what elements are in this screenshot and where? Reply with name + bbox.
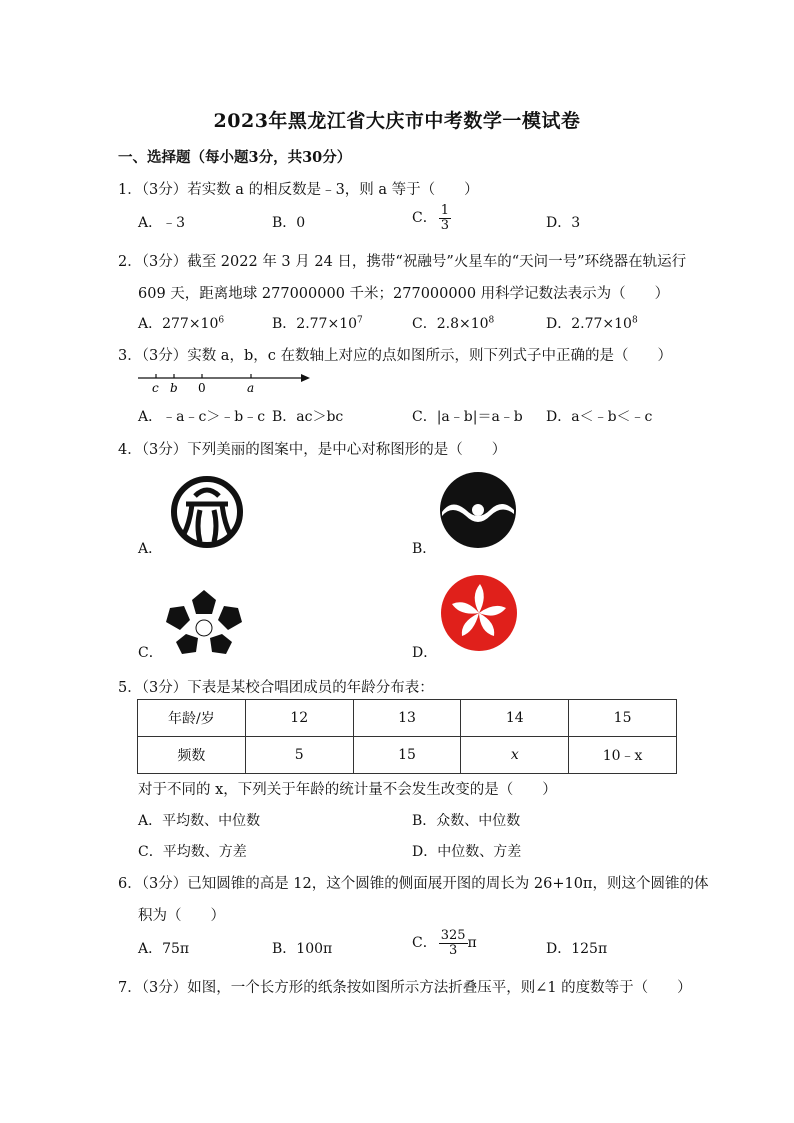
q3-option-c[interactable]: C．|a﹣b|＝a﹣b [412,409,523,425]
table-cell: 13 [353,700,461,737]
q2-option-b-text: B．2.77×10 [272,316,358,332]
q3-stem: 3．（3分）实数 a，b，c 在数轴上对应的点如图所示，则下列式子中正确的是（ ） [118,348,672,364]
q4-option-c-label[interactable]: C． [138,645,163,661]
label-b: b [170,381,178,395]
figure-b-yinyang-icon [436,470,520,550]
fraction-denominator: 3 [440,217,449,233]
figure-d-bauhinia-icon [440,574,518,652]
q1-option-c-label: C． [412,210,437,227]
q2-option-a-text: A．277×10 [138,316,219,332]
figure-a-emblem-icon [162,474,252,554]
q3-option-b[interactable]: B．ac＞bc [272,409,344,425]
number-line-arrow [301,374,310,382]
q2-option-c-text: C．2.8×10 [412,316,489,332]
q5-option-a[interactable]: A．平均数、中位数 [138,813,261,829]
table-cell: 10﹣x [569,737,677,774]
label-zero: 0 [198,381,206,395]
q2-option-d-exponent: 8 [631,315,638,326]
table-cell: 年龄/岁 [138,700,246,737]
q6-option-c[interactable] [412,929,477,957]
table-row [138,700,677,737]
q1-option-c-fraction [439,204,451,232]
q5-option-c[interactable]: C．平均数、方差 [138,844,247,860]
table-cell: 12 [245,700,353,737]
q6-stem-line2: 积为（ ） [138,908,225,924]
table-cell: x [461,737,569,774]
q2-option-d[interactable] [546,313,638,333]
table-cell: 5 [245,737,353,774]
q2-option-b-exponent: 7 [357,315,363,326]
table-row [138,737,677,774]
q2-option-d-text: D．2.77×10 [546,316,632,332]
q2-option-c[interactable] [412,313,494,333]
q2-stem-line2: 609 天，距离地球 277000000 千米；277000000 用科学记数法表示为（ ） [138,286,670,302]
q5-stem: 5．（3分）下表是某校合唱团成员的年龄分布表： [118,680,434,696]
q4-stem: 4．（3分）下列美丽的图案中，是中心对称图形的是（ ） [118,442,507,458]
figure-c-pentagon-flower-icon [162,588,246,658]
fraction-denominator: 3 [448,942,458,958]
q6-option-a[interactable]: A．75π [138,941,190,957]
table-cell: 频数 [138,737,246,774]
q2-option-b[interactable] [272,313,363,333]
q4-option-b-label[interactable]: B． [412,541,437,557]
q1-option-b[interactable]: B．0 [272,215,306,231]
q6-option-c-label: C． [412,935,437,952]
q2-stem-line1: 2．（3分）截至 2022 年 3 月 24 日，携带“祝融号”火星车的“天问一号”环绕器在轨运行 [118,254,687,270]
q6-option-d[interactable]: D．125π [546,941,608,957]
q2-option-a-exponent: 6 [218,315,225,326]
q6-option-b[interactable]: B．100π [272,941,333,957]
q4-option-a-label[interactable]: A． [138,541,163,557]
q3-option-a[interactable]: A．﹣a﹣c＞﹣b﹣c [138,409,266,425]
table-cell: 15 [353,737,461,774]
q6-stem-line1: 6．（3分）已知圆锥的高是 12，这个圆锥的侧面展开图的周长为 26+10π，则这个圆锥的体 [118,876,709,892]
page-title: 2023年黑龙江省大庆市中考数学一模试卷 [213,110,581,132]
q1-stem: 1．（3分）若实数 a 的相反数是﹣3，则 a 等于（ ） [118,182,479,198]
q2-option-a[interactable] [138,313,224,333]
q2-option-c-exponent: 8 [488,315,495,326]
q5-follow-up: 对于不同的 x，下列关于年龄的统计量不会发生改变的是（ ） [138,782,557,798]
q6-option-c-fraction [439,929,468,957]
q1-option-a[interactable]: A．﹣3 [138,215,186,231]
age-distribution-table [137,699,677,774]
label-c: c [152,381,159,395]
section-heading: 一、选择题（每小题3分，共30分） [118,149,352,166]
q5-option-d[interactable]: D．中位数、方差 [412,844,522,860]
number-line-diagram [138,368,318,396]
fraction-numerator: 1 [440,203,449,218]
fraction-numerator: 325 [440,928,466,943]
q5-option-b[interactable]: B．众数、中位数 [412,813,521,829]
table-cell: 14 [461,700,569,737]
label-a: a [247,381,255,395]
q1-option-c[interactable] [412,204,451,232]
q1-option-d[interactable]: D．3 [546,215,581,231]
q3-option-d[interactable]: D．a＜﹣b＜﹣c [546,409,653,425]
table-cell: 15 [569,700,677,737]
q6-option-c-pi: π [467,935,477,952]
q7-stem: 7．（3分）如图，一个长方形的纸条按如图所示方法折叠压平，则∠1 的度数等于（ ） [118,980,692,996]
q4-option-d-label[interactable]: D． [412,645,438,661]
